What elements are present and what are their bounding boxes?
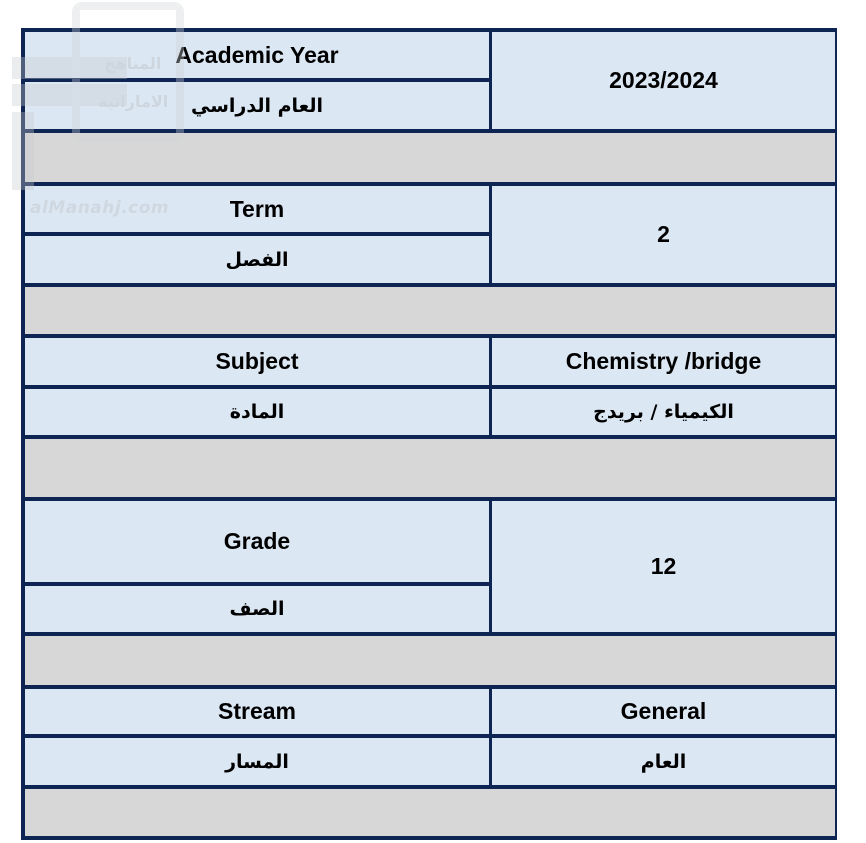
academic-year-value: 2023/2024 xyxy=(492,32,835,129)
term-value: 2 xyxy=(492,186,835,283)
row-separator xyxy=(25,439,835,497)
stream-label: Stream xyxy=(25,689,489,734)
stream-value: General xyxy=(492,689,835,734)
grade-label: Grade xyxy=(25,501,489,582)
row-separator xyxy=(25,287,835,334)
subject-value-ar: الكيمياء / بريدج xyxy=(492,389,835,435)
academic-year-label: Academic Year xyxy=(25,32,489,78)
row-separator xyxy=(25,636,835,685)
term-label-ar: الفصل xyxy=(25,236,489,283)
academic-year-label-ar: العام الدراسي xyxy=(25,82,489,129)
watermark-text: المناهج xyxy=(104,54,162,73)
watermark-text: الاماراتية xyxy=(98,92,169,111)
info-table xyxy=(21,28,837,840)
row-separator xyxy=(25,133,835,182)
row-separator xyxy=(25,789,835,836)
subject-label-ar: المادة xyxy=(25,389,489,435)
stream-label-ar: المسار xyxy=(25,738,489,785)
subject-label: Subject xyxy=(25,338,489,385)
stream-value-ar: العام xyxy=(492,738,835,785)
subject-value: Chemistry /bridge xyxy=(492,338,835,385)
grade-label-ar: الصف xyxy=(25,586,489,632)
grade-value: 12 xyxy=(492,501,835,632)
watermark-site: alManahj.com xyxy=(30,198,170,218)
term-label: Term xyxy=(25,186,489,232)
